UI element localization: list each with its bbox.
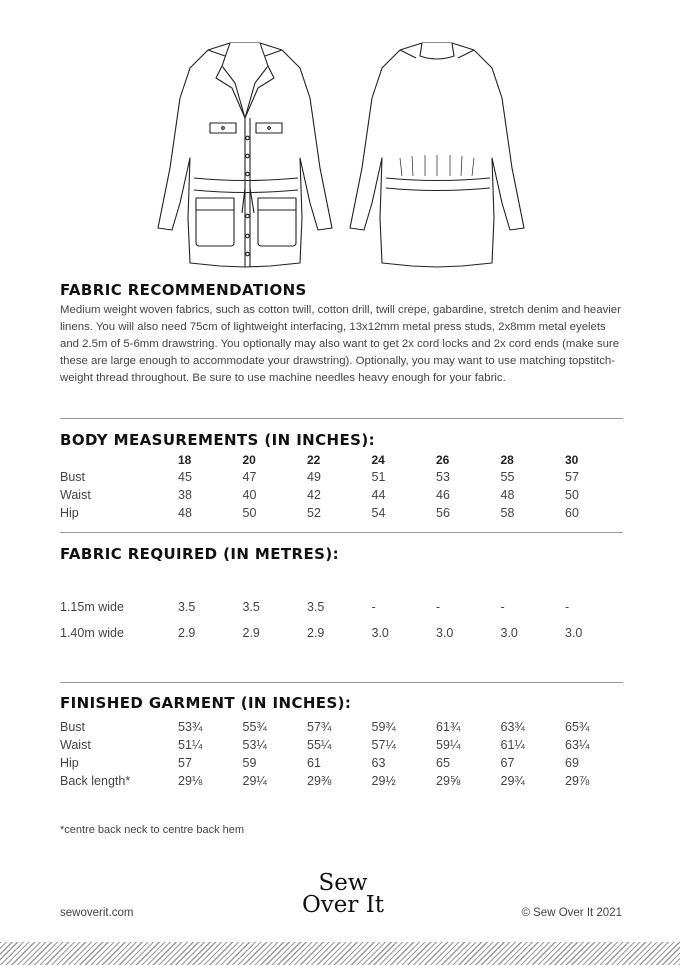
table-cell: 3.0 [500, 626, 518, 640]
row-label: 1.40m wide [60, 626, 124, 640]
size-header: 24 [371, 453, 385, 467]
table-row [60, 772, 630, 790]
table-cell: 63 [371, 756, 386, 770]
table-cell: 57 [565, 470, 579, 484]
table-cell: 63¼ [565, 738, 590, 752]
table-cell: 29½ [371, 774, 396, 788]
table-row [60, 504, 630, 522]
finished-garment-heading: FINISHED GARMENT (IN INCHES): [60, 694, 352, 712]
table-cell: 52 [307, 506, 321, 520]
brand-logo [288, 872, 398, 916]
body-measurements-heading: BODY MEASUREMENTS (IN INCHES): [60, 431, 375, 449]
table-cell: 65¾ [565, 720, 590, 734]
table-cell: 67 [500, 756, 515, 770]
table-cell: 50 [242, 506, 257, 520]
table-cell: - [371, 600, 376, 614]
table-cell: - [436, 600, 441, 614]
row-label: Bust [60, 470, 86, 484]
table-cell: - [565, 600, 570, 614]
table-cell: 48 [178, 506, 192, 520]
fabric-recommendations-heading: FABRIC RECOMMENDATIONS [60, 281, 307, 299]
table-cell: 69 [565, 756, 579, 770]
table-row [60, 736, 630, 754]
table-cell: 3.0 [436, 626, 454, 640]
table-cell: 2.9 [178, 626, 196, 640]
table-cell: 59 [242, 756, 257, 770]
table-cell: 49 [307, 470, 321, 484]
table-cell: 2.9 [307, 626, 325, 640]
table-cell: 29⅝ [436, 774, 461, 788]
table-cell: 57¼ [371, 738, 396, 752]
table-cell: 3.5 [178, 600, 196, 614]
body-measurements-table [60, 452, 630, 522]
table-row [60, 754, 630, 772]
table-cell: 53¾ [178, 720, 203, 734]
table-cell: 51¼ [178, 738, 203, 752]
table-cell: 44 [371, 488, 386, 502]
table-row [60, 624, 630, 642]
table-row [60, 486, 630, 504]
divider [60, 418, 623, 419]
table-cell: 55 [500, 470, 515, 484]
row-label: 1.15m wide [60, 600, 124, 614]
footnote: *centre back neck to centre back hem [60, 824, 245, 836]
size-header: 18 [178, 453, 192, 467]
table-cell: 61 [307, 756, 321, 770]
logo-line: Sew [318, 870, 368, 896]
row-label: Hip [60, 506, 79, 520]
table-row [60, 718, 630, 736]
divider [60, 532, 623, 533]
table-cell: 58 [500, 506, 515, 520]
table-cell: 42 [307, 488, 321, 502]
table-cell: 29⅜ [307, 774, 332, 788]
table-cell: 54 [371, 506, 386, 520]
table-cell: 65 [436, 756, 450, 770]
table-cell: 53¼ [242, 738, 267, 752]
table-cell: 29⅛ [178, 774, 203, 788]
table-cell: 59¾ [371, 720, 396, 734]
jacket-back-view [350, 43, 524, 267]
size-header: 28 [500, 453, 514, 467]
website-link[interactable]: sewoverit.com [60, 907, 134, 919]
size-header: 30 [565, 453, 579, 467]
fabric-recommendations-text: Medium weight woven fabrics, such as cotton twill, cotton drill, twill crepe, gabardine, stretch denim and heavier linens. You will also need 75cm of lightweight interfacing, 13x12mm metal press studs, 2x8mm metal eyelets and 2.5m of 5-6mm drawstring. You optionally may also want to get 2x cord locks and 2x cord ends (make sure these are large enough to accommodate your drawstring). Optionally, you may want to use matching topstitch-weight thread throughout. Be sure to use machine needles heavy enough for your fabric. [60, 304, 621, 384]
row-label: Waist [60, 738, 91, 752]
table-cell: 46 [436, 488, 450, 502]
size-header: 26 [436, 453, 450, 467]
table-cell: 45 [178, 470, 192, 484]
decorative-stripe-band [0, 942, 680, 965]
table-cell: 3.0 [565, 626, 583, 640]
table-row [60, 468, 630, 486]
table-row [60, 590, 630, 624]
divider [60, 682, 623, 683]
table-cell: 59¼ [436, 738, 461, 752]
jacket-front-view [158, 43, 332, 267]
logo-line: Over It [301, 892, 385, 918]
table-cell: 29⅞ [565, 774, 590, 788]
table-cell: 57 [178, 756, 192, 770]
row-label: Bust [60, 720, 86, 734]
table-cell: 48 [500, 488, 515, 502]
table-cell: 3.0 [371, 626, 389, 640]
table-cell: 29¾ [500, 774, 525, 788]
table-cell: 57¾ [307, 720, 332, 734]
table-cell: 2.9 [242, 626, 260, 640]
fabric-required-heading: FABRIC REQUIRED (IN METRES): [60, 545, 339, 563]
table-cell: 63¾ [500, 720, 525, 734]
table-cell: 61¾ [436, 720, 461, 734]
table-cell: 55¾ [242, 720, 267, 734]
table-cell: 50 [565, 488, 579, 502]
copyright: © Sew Over It 2021 [521, 907, 622, 919]
finished-garment-table [60, 718, 630, 790]
table-cell: 40 [242, 488, 257, 502]
table-cell: 53 [436, 470, 450, 484]
jacket-technical-drawing [150, 38, 530, 278]
row-label: Waist [60, 488, 91, 502]
row-label: Back length* [60, 774, 131, 788]
table-cell: 29¼ [242, 774, 267, 788]
table-cell: - [500, 600, 505, 614]
table-cell: 51 [371, 470, 386, 484]
size-header: 20 [242, 453, 256, 467]
table-cell: 3.5 [242, 600, 260, 614]
size-header-row [60, 452, 630, 468]
table-cell: 60 [565, 506, 579, 520]
table-cell: 3.5 [307, 600, 325, 614]
table-cell: 56 [436, 506, 450, 520]
size-header: 22 [307, 453, 321, 467]
fabric-required-table [60, 590, 630, 642]
table-cell: 47 [242, 470, 257, 484]
table-cell: 55¼ [307, 738, 332, 752]
table-cell: 61¼ [500, 738, 525, 752]
row-label: Hip [60, 756, 79, 770]
table-cell: 38 [178, 488, 192, 502]
